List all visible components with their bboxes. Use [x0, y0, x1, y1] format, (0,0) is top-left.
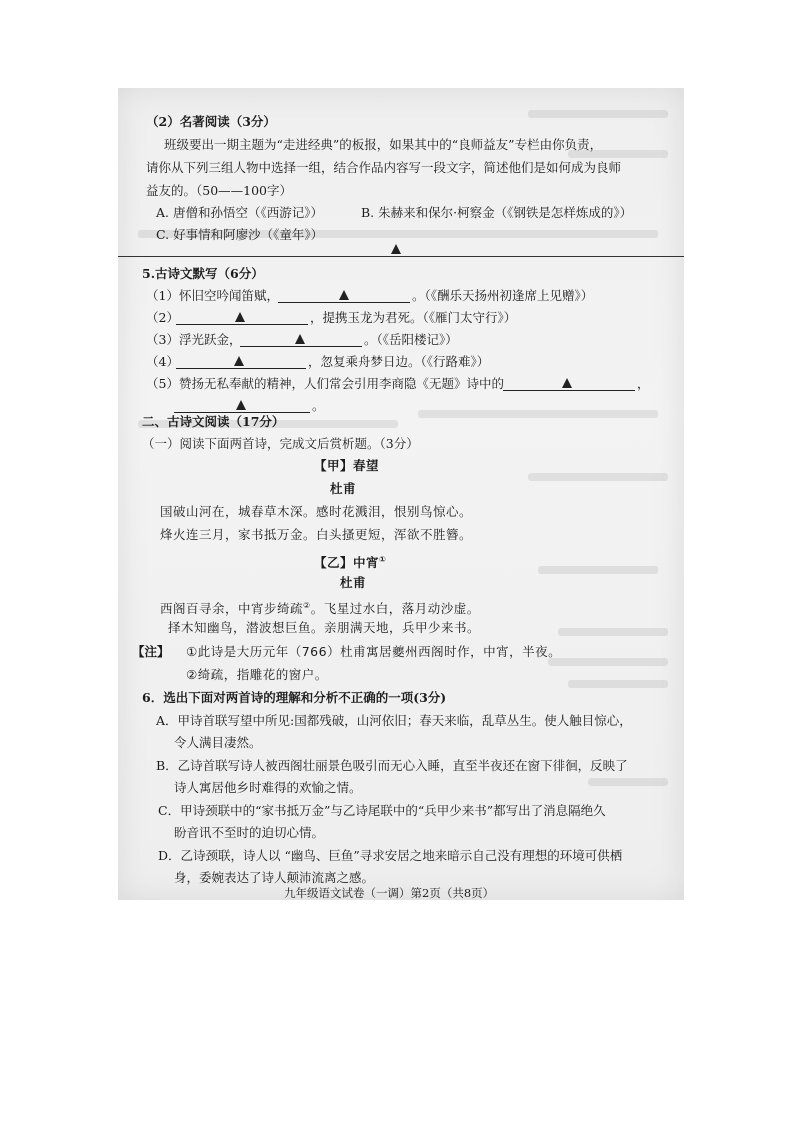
- bleed-through-mark: [528, 110, 668, 118]
- poem-b-line: [160, 598, 480, 617]
- scanned-page: [118, 88, 684, 900]
- answer-triangle-marker: [235, 312, 245, 322]
- q4-2-prompt-line: 请你从下列三组人物中选择一组，结合作品内容写一段文字，简述他们是如何成为良师: [146, 160, 622, 175]
- q5-item1-text: （1）怀旧空吟闻笛赋，: [146, 288, 279, 303]
- q6-stem: 6．选出下面对两首诗的理解和分析不正确的一项(3分): [142, 690, 447, 705]
- q6-option-d-cont: 身，委婉表达了诗人颠沛流离之感。: [174, 870, 375, 885]
- poem-b-line-text: 。飞星过水白，落月动沙虚。: [310, 601, 480, 617]
- poem-b-title: [314, 552, 386, 571]
- q5-item3-source: 。（《岳阳楼记》）: [364, 332, 458, 347]
- q5-heading: 5.古诗文默写（6分）: [142, 266, 264, 281]
- q4-2-prompt-line: 益友的。（50——100字）: [146, 183, 293, 198]
- poem-a-line: 烽火连三月，家书抵万金。白头搔更短，浑欲不胜簪。: [160, 527, 473, 542]
- note-2: ②绮疏，指雕花的窗户。: [186, 667, 328, 682]
- poem-b-author: 杜甫: [340, 575, 367, 590]
- q5-item3-text: （3）浮光跃金，: [146, 332, 242, 347]
- q6-option-d: D．乙诗颈联，诗人以 “幽鸟、巨鱼”寻求安居之地来暗示自己没有理想的环境可供栖: [158, 848, 623, 863]
- bleed-through-mark: [588, 778, 668, 786]
- q5-item5-comma: ，: [637, 376, 650, 391]
- q4-2-option-a: A. 唐僧和孙悟空（《西游记》）: [156, 205, 323, 220]
- poem-b-title-text: 【乙】中宵: [314, 555, 380, 571]
- q5-item5-blank-1[interactable]: [503, 390, 635, 391]
- bleed-through-mark: [548, 658, 668, 666]
- q6-option-b: B．乙诗首联写诗人被西阁壮丽景色吸引而无心入睡，直至半夜还在窗下徘徊，反映了: [156, 758, 628, 773]
- bleed-through-mark: [558, 628, 668, 636]
- q6-option-a-cont: 令人满目凄然。: [174, 735, 262, 750]
- footnote-marker: ①: [379, 555, 387, 564]
- section2-sub-heading: （一）阅读下面两首诗，完成文后赏析题。（3分）: [142, 436, 419, 451]
- q4-2-heading: （2）名著阅读（3分）: [146, 114, 276, 129]
- q5-item5-text: （5）赞扬无私奉献的精神，人们常会引用李商隐《无题》诗中的: [146, 376, 504, 391]
- q5-item4-blank[interactable]: [176, 368, 306, 369]
- answer-triangle-marker: [339, 290, 349, 300]
- notes-label: 【注】: [132, 644, 170, 659]
- poem-a-title: 【甲】春望: [314, 458, 380, 473]
- q6-option-a: A．甲诗首联写望中所见:国都残破，山河依旧；春天来临，乱草丛生。使人触目惊心，: [156, 713, 632, 728]
- q5-item1-blank[interactable]: [278, 302, 410, 303]
- answer-triangle-marker: [562, 378, 572, 388]
- bleed-through-mark: [528, 473, 668, 481]
- q4-2-option-b: B. 朱赫来和保尔·柯察金（《钢铁是怎样炼成的》）: [361, 205, 633, 220]
- answer-area-triangle-marker: [391, 244, 401, 254]
- poem-a-line: 国破山河在，城春草木深。感时花溅泪，恨别鸟惊心。: [160, 504, 473, 519]
- page-footer: 九年级语文试卷（一调）第2页（共8页）: [284, 886, 495, 900]
- q5-item4-text: （4）: [146, 354, 179, 369]
- answer-area-rule: [118, 256, 684, 257]
- q4-2-option-c: C. 好事情和阿廖沙（《童年》）: [156, 227, 324, 242]
- section2-heading: 二、古诗文阅读（17分）: [142, 414, 285, 429]
- answer-triangle-marker: [234, 356, 244, 366]
- q6-option-b-cont: 诗人寓居他乡时难得的欢愉之情。: [174, 780, 362, 795]
- q5-item5-blank-2[interactable]: [174, 412, 310, 413]
- q5-item3-blank[interactable]: [240, 346, 362, 347]
- q6-option-c: C．甲诗颈联中的“家书抵万金”与乙诗尾联中的“兵甲少来书”都写出了消息隔绝久: [158, 803, 606, 818]
- q5-item2-text: （2）: [146, 310, 179, 325]
- q6-option-c-cont: 盼音讯不至时的迫切心情。: [174, 825, 325, 840]
- poem-b-line: 择木知幽鸟，潜波想巨鱼。亲朋满天地，兵甲少来书。: [168, 620, 481, 635]
- bleed-through-mark: [568, 680, 668, 688]
- footnote-marker: ②: [303, 601, 311, 610]
- q5-item2-blank[interactable]: [176, 324, 308, 325]
- answer-triangle-marker: [236, 400, 246, 410]
- q5-item4-source: ，忽复乘舟梦日边。（《行路难》）: [308, 354, 490, 369]
- poem-a-author: 杜甫: [330, 481, 357, 496]
- note-1: ①此诗是大历元年（766）杜甫寓居夔州西阁时作，中宵，半夜。: [186, 644, 562, 659]
- poem-b-line-text: 西阁百寻余，中宵步绮疏: [160, 601, 304, 617]
- q5-item5-end: 。: [312, 398, 325, 413]
- bleed-through-mark: [418, 410, 658, 418]
- q5-item1-source: 。（《酬乐天扬州初逢席上见赠》）: [412, 288, 594, 303]
- q5-item2-source: ，提携玉龙为君死。（《雁门太守行》）: [310, 310, 517, 325]
- q4-2-prompt-line: 班级要出一期主题为“走进经典”的板报，如果其中的“良师益友”专栏由你负责，: [164, 137, 603, 152]
- answer-triangle-marker: [295, 334, 305, 344]
- bleed-through-mark: [538, 566, 658, 574]
